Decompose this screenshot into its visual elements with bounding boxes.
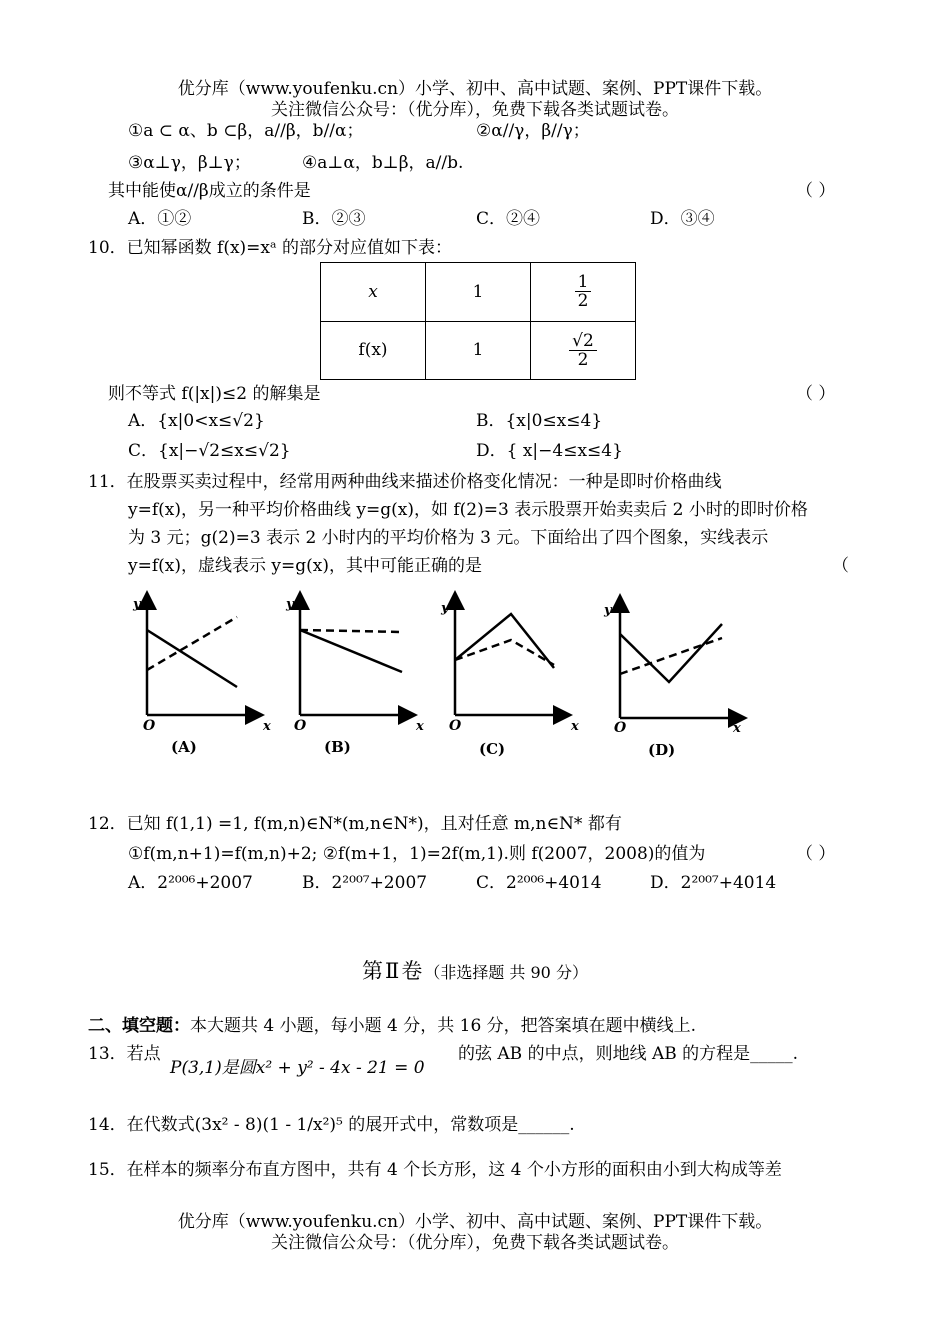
- q11-line-1: 11．在股票买卖过程中，经常用两种曲线来描述价格变化情况：一种是即时价格曲线: [88, 472, 722, 492]
- header-line-2: 关注微信公众号：（优分库），免费下载各类试题试卷。: [271, 100, 679, 120]
- graph-b-x-label: x: [416, 719, 424, 734]
- graph-b-solid-line: [300, 630, 402, 672]
- q9-option-c: C．②④: [476, 209, 541, 229]
- graph-a-solid-line: [147, 630, 237, 687]
- graph-a-origin: O: [143, 718, 156, 734]
- q10-option-b: B．{x|0≤x≤4}: [476, 411, 603, 431]
- graph-c: [440, 595, 579, 758]
- q10-option-a: A．{x|0<x≤√2}: [128, 411, 265, 431]
- q10-answer-paren: （ ）: [796, 384, 836, 404]
- q10-stem: 10．已知幂函数 f(x)=xᵃ 的部分对应值如下表：: [88, 238, 452, 258]
- table-cell-fraction-half: [531, 263, 636, 322]
- q12-option-d: D．2²⁰⁰⁷+4014: [650, 873, 777, 893]
- graph-d-dashed-line: [620, 638, 722, 674]
- table-row: [321, 321, 636, 380]
- graph-c-x-label: x: [571, 719, 579, 734]
- q10-question: 则不等式 f(|x|)≤2 的解集是: [108, 384, 321, 404]
- graph-c-origin: O: [449, 718, 462, 734]
- graph-c-y-label: y: [441, 601, 449, 616]
- part2-heading: [0, 958, 950, 986]
- table-cell-fraction-root: [531, 321, 636, 380]
- q12-line-2: ①f(m,n+1)=f(m,n)+2; ②f(m+1，1)=2f(m,1).则 f(2007，2008)的值为: [128, 844, 706, 864]
- graph-d-y-label: y: [604, 603, 612, 618]
- q11-graphs: [125, 590, 750, 765]
- q12-option-b: B．2²⁰⁰⁷+2007: [302, 873, 428, 893]
- q14-text: 14．在代数式(3x² - 8)(1 - 1/x²)⁵ 的展开式中，常数项是______.: [88, 1115, 575, 1135]
- fraction-root2-over-2: $\frac{√2}{2}$: [569, 332, 597, 369]
- q9-stem: 其中能使α//β成立的条件是: [108, 181, 311, 201]
- header-line-1: 优分库（www.youfenku.cn）小学、初中、高中试题、案例、PPT课件下载。: [177, 79, 773, 99]
- footer-line-1: 优分库（www.youfenku.cn）小学、初中、高中试题、案例、PPT课件下载。: [177, 1212, 773, 1232]
- graph-d-origin: O: [614, 720, 627, 736]
- q10-option-d: D．{ x|−4≤x≤4}: [476, 441, 623, 461]
- graph-d-x-label: x: [733, 721, 741, 736]
- q9-answer-paren: （ ）: [796, 181, 836, 201]
- q12-answer-paren: （ ）: [796, 844, 836, 864]
- q11-line-2: y=f(x)，另一种平均价格曲线 y=g(x)，如 f(2)=3 表示股票开始卖卖后 2 小时的即时价格: [128, 500, 808, 520]
- q9-option-b: B．②③: [302, 209, 366, 229]
- graph-b-y-label: y: [286, 597, 294, 612]
- graph-a-x-label: x: [263, 719, 271, 734]
- q9-option-a: A．①②: [128, 209, 192, 229]
- graph-a-dashed-line: [147, 617, 237, 670]
- graph-c-label: (C): [479, 740, 506, 758]
- q13-formula: P(3,1)是圆x² + y² - 4x - 21 = 0: [170, 1058, 425, 1078]
- part2-subtitle: （非选择题 共 90 分）: [424, 963, 588, 982]
- fraction-one-half: $\frac{1}{2}$: [575, 273, 592, 310]
- q9-condition-2: ②α//γ，β//γ；: [476, 121, 590, 141]
- q9-condition-3: ③α⊥γ，β⊥γ；: [128, 153, 251, 173]
- q13-tail: 的弦 AB 的中点，则地线 AB 的方程是_____.: [458, 1044, 799, 1064]
- section2-text: 本大题共 4 小题，每小题 4 分，共 16 分，把答案填在题中横线上.: [190, 1016, 697, 1036]
- graph-b: [285, 595, 424, 756]
- graph-a-y-label: y: [133, 597, 141, 612]
- part2-title: 第Ⅱ卷: [362, 959, 425, 983]
- section2-heading: [88, 1015, 696, 1037]
- table-cell: x: [321, 263, 426, 322]
- graph-b-dashed-line: [300, 630, 402, 632]
- q12-option-a: A．2²⁰⁰⁶+2007: [128, 873, 253, 893]
- table-cell: f(x): [321, 321, 426, 380]
- graph-a-label: (A): [171, 738, 197, 756]
- q11-line-3: 为 3 元；g(2)=3 表示 2 小时内的平均价格为 3 元。下面给出了四个图象，实线表示: [128, 528, 769, 548]
- q10-value-table: [320, 262, 636, 380]
- graph-d-solid-line: [620, 624, 722, 682]
- graph-b-label: (B): [324, 738, 351, 756]
- q13-number: 13．若点: [88, 1044, 161, 1064]
- section2-label: 二、填空题：: [88, 1016, 190, 1036]
- q11-line-4: y=f(x)，虚线表示 y=g(x)，其中可能正确的是: [128, 556, 482, 576]
- q15-text: 15．在样本的频率分布直方图中，共有 4 个长方形，这 4 个小方形的面积由小到大构成等差: [88, 1160, 782, 1180]
- footer-line-2: 关注微信公众号：（优分库），免费下载各类试题试卷。: [271, 1233, 679, 1253]
- table-row: [321, 263, 636, 322]
- q11-answer-paren: （: [832, 556, 849, 576]
- table-cell: 1: [426, 321, 531, 380]
- graph-a: [132, 595, 271, 756]
- table-cell: 1: [426, 263, 531, 322]
- graph-b-origin: O: [294, 718, 307, 734]
- graph-d-label: (D): [648, 741, 676, 759]
- q12-line-1: 12．已知 f(1,1) =1, f(m,n)∈N*(m,n∈N*)，且对任意 m,n∈N* 都有: [88, 814, 622, 834]
- graph-c-dashed-line: [455, 640, 554, 665]
- q9-condition-4: ④a⊥α，b⊥β，a//b.: [302, 153, 464, 173]
- q9-condition-1: ①a ⊂ α、b ⊂β，a//β，b//α；: [128, 121, 364, 141]
- q9-option-d: D．③④: [650, 209, 715, 229]
- q12-option-c: C．2²⁰⁰⁶+4014: [476, 873, 602, 893]
- q10-option-c: C．{x|−√2≤x≤√2}: [128, 441, 291, 461]
- graph-d: [603, 598, 743, 759]
